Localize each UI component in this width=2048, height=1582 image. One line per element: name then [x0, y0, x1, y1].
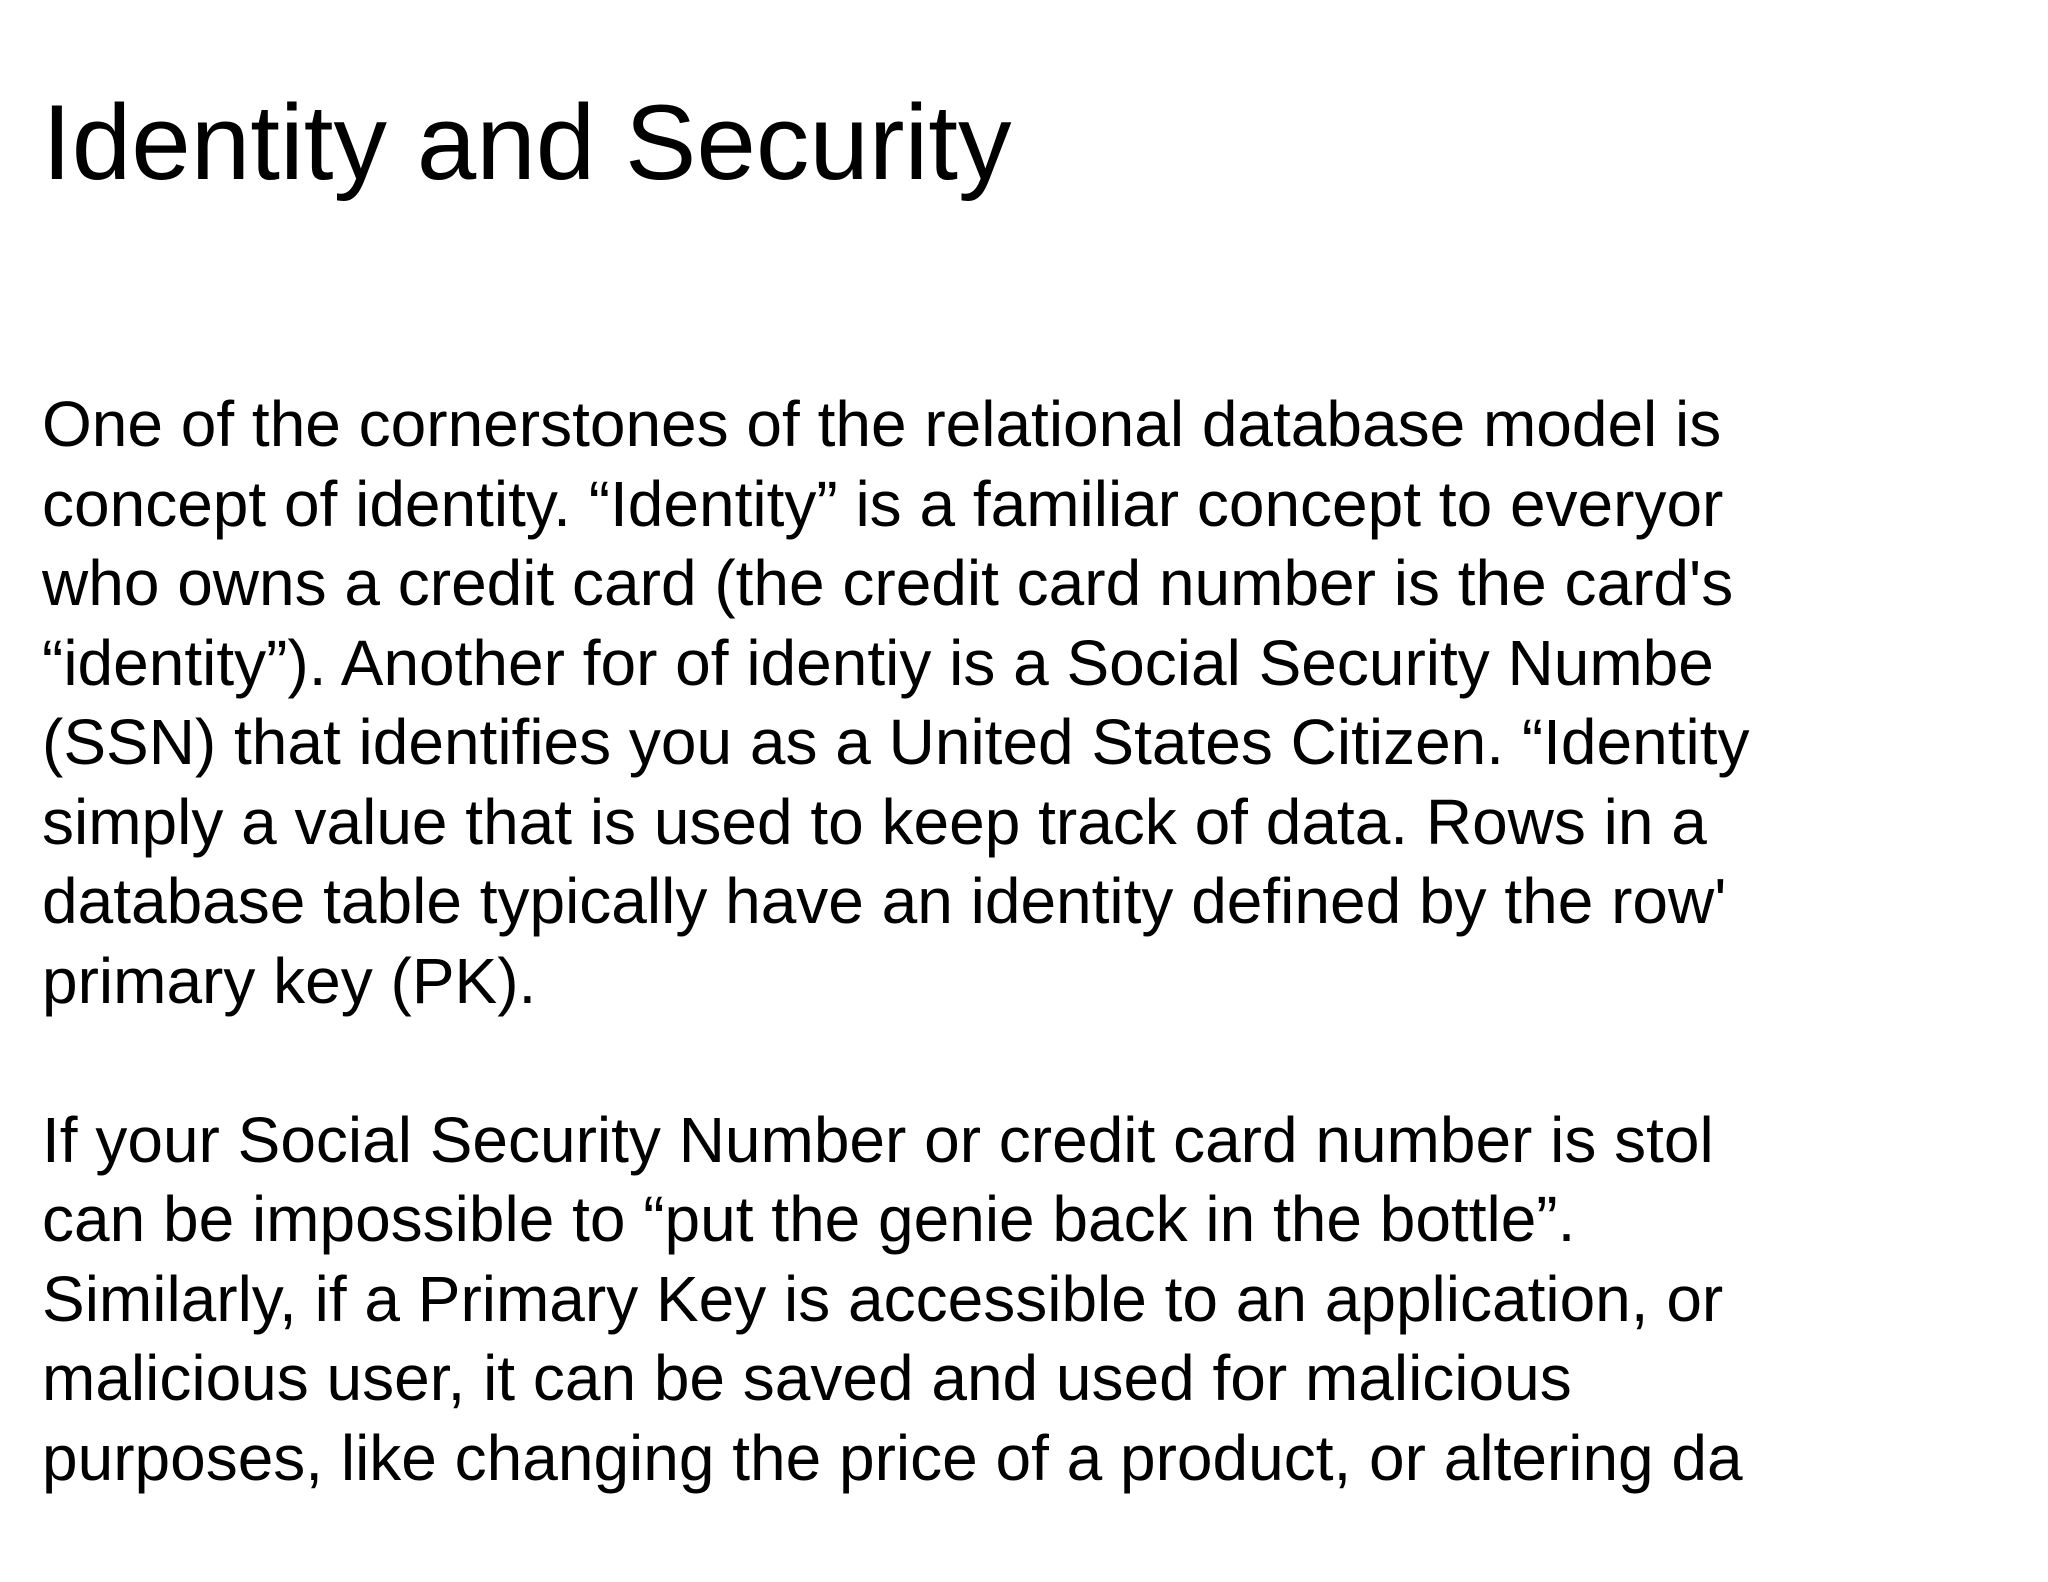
- text-line: simply a value that is used to keep track of data. Rows in a: [42, 785, 1707, 858]
- text-line: Similarly, if a Primary Key is accessible to an application, or: [42, 1262, 1724, 1335]
- text-line: One of the cornerstones of the relational database model is: [42, 388, 1722, 460]
- text-line: (SSN) that identifies you as a United States Citizen. “Identity: [42, 706, 1750, 778]
- text-line: “identity”). Another for of identiy is a Social Security Numbe: [42, 626, 1714, 699]
- text-line: who owns a credit card (the credit card number is the card's: [42, 547, 1734, 619]
- page-title: Identity and Security: [42, 82, 1012, 202]
- text-line: can be impossible to “put the genie back in the bottle”.: [42, 1183, 1576, 1255]
- text-line: If your Social Security Number or credit card number is stol: [42, 1103, 1714, 1176]
- text-line: database table typically have an identity defined by the row': [42, 865, 1727, 937]
- paragraph-spacer: [42, 1021, 1887, 1101]
- paragraph-identity: [42, 385, 1887, 1021]
- text-line: primary key (PK).: [42, 944, 537, 1017]
- text-line: malicious user, it can be saved and used for malicious: [42, 1342, 1572, 1414]
- text-line: concept of identity. “Identity” is a familiar concept to everyor: [42, 467, 1724, 540]
- body-text: [42, 385, 1887, 1498]
- text-line: purposes, like changing the price of a product, or altering da: [42, 1421, 1743, 1494]
- paragraph-security: [42, 1101, 1887, 1499]
